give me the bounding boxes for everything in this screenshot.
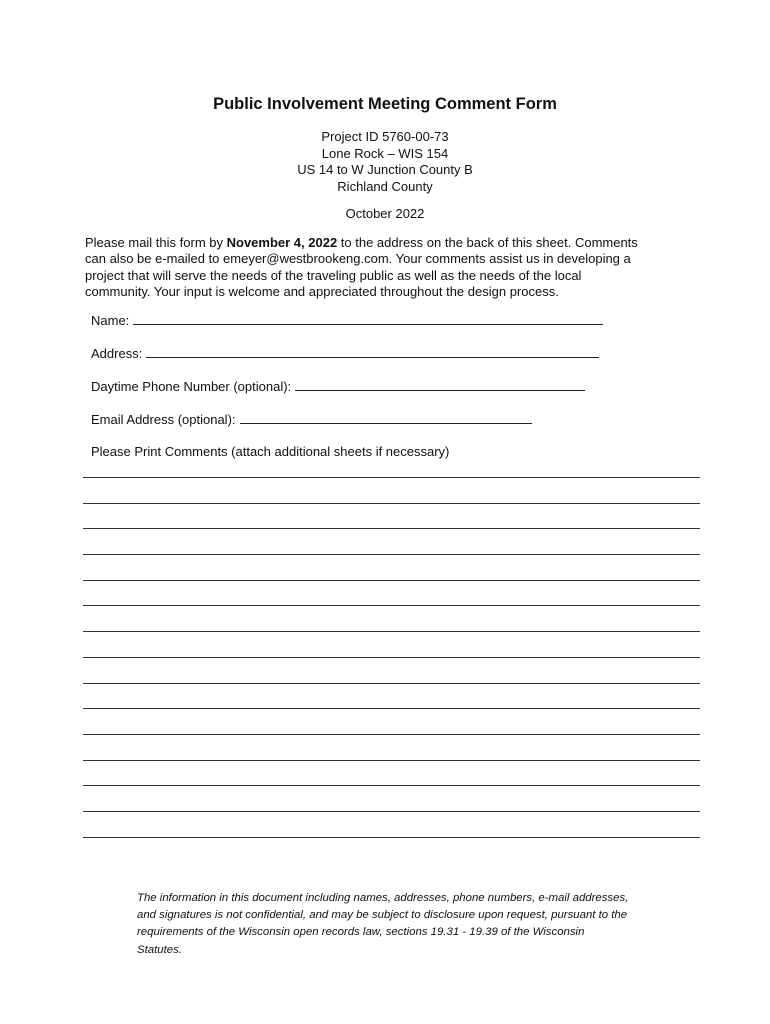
form-date: October 2022 [345,206,425,221]
comment-line[interactable] [83,837,700,838]
comment-line[interactable] [83,503,700,504]
comment-line[interactable] [83,528,700,529]
phone-input-line[interactable] [295,379,585,391]
form-title: Public Involvement Meeting Comment Form [213,95,557,113]
phone-label: Daytime Phone Number (optional): [91,379,292,394]
comment-line[interactable] [83,785,700,786]
disclaimer-line-2: and signatures is not confidential, and may be subject to disclosure upon request, pursuant to the [137,909,628,922]
intro-line-2: can also be e-mailed to emeyer@westbrookeng.com. Your comments assist us in developing a [85,251,631,267]
comment-line[interactable] [83,580,700,581]
comment-line[interactable] [83,477,700,478]
intro-line-4: community. Your input is welcome and appreciated throughout the design process. [85,283,559,299]
comment-line[interactable] [83,760,700,761]
comment-line[interactable] [83,605,700,606]
email-label: Email Address (optional): [91,412,236,427]
address-input-line[interactable] [146,346,599,358]
address-field [91,346,599,362]
comment-line[interactable] [83,683,700,684]
name-label: Name: [91,313,130,328]
comment-line[interactable] [83,811,700,812]
project-info [0,129,770,195]
name-field [91,313,603,329]
disclaimer-line-1: The information in this document including names, addresses, phone numbers, e-mail addresses, [137,892,629,904]
comment-line[interactable] [83,734,700,735]
email-field [91,412,532,428]
comment-line[interactable] [83,708,700,709]
project-route: Lone Rock – WIS 154 [321,145,449,161]
comments-field-label: Please Print Comments (attach additional sheets if necessary) [91,444,450,459]
phone-field [91,379,585,395]
comment-line[interactable] [83,657,700,658]
project-id: Project ID 5760-00-73 [321,129,449,144]
privacy-disclaimer [137,890,697,959]
deadline-date: November 4, 2022 [226,235,338,250]
project-county: Richland County [337,178,433,194]
intro-line-1-post: to the address on the back of this sheet. Comments [337,235,638,250]
comment-line[interactable] [83,631,700,632]
email-input-line[interactable] [240,412,532,424]
intro-paragraph [85,235,685,300]
intro-line-3: project that will serve the needs of the traveling public as well as the needs of the local [85,267,582,283]
disclaimer-line-4: Statutes. [137,943,182,956]
address-label: Address: [91,346,143,361]
project-segment: US 14 to W Junction County B [297,162,473,177]
comment-lines[interactable] [83,477,700,862]
name-input-line[interactable] [133,313,603,325]
disclaimer-line-3: requirements of the Wisconsin open records law, sections 19.31 - 19.39 of the Wisconsin [137,926,585,939]
comment-line[interactable] [83,554,700,555]
intro-line-1 [85,235,685,251]
intro-line-1-pre: Please mail this form by [85,235,227,250]
